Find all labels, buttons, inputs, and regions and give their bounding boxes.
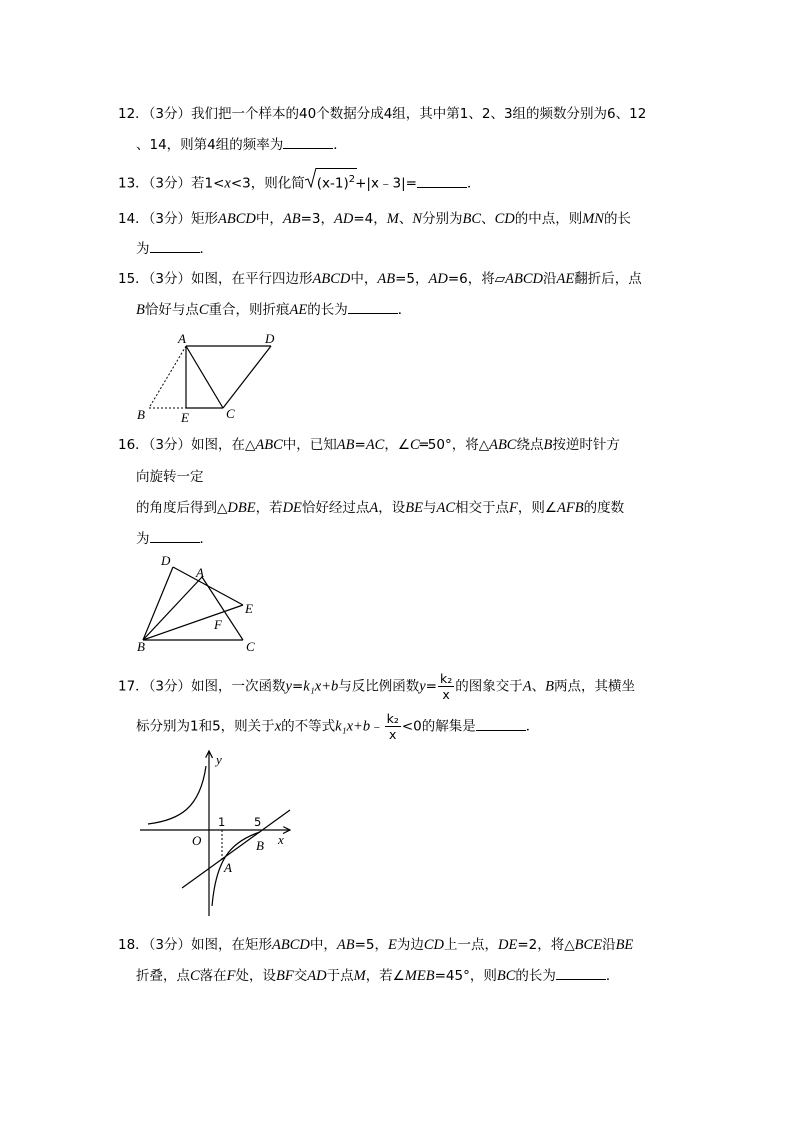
q15-t2: 中， [350, 271, 378, 287]
q15-ad: AD [428, 271, 448, 287]
q18-ab: AB [336, 937, 355, 953]
q16-afb: AFB [557, 500, 584, 516]
answer-blank [150, 240, 200, 253]
q16-line4 [136, 530, 213, 548]
q16-l3h: 的度数 [583, 500, 625, 516]
q16-period: ． [199, 531, 213, 547]
q15-t6: 翻折后，点 [574, 271, 642, 287]
q16-l3a: 的角度后得到△ [136, 500, 228, 516]
q17-period: ． [525, 718, 540, 735]
q17-x: x [274, 718, 282, 735]
q13-sqrt [305, 171, 355, 193]
hyperbola-branch-right [212, 832, 260, 906]
q15-ae: AE [556, 271, 575, 287]
q18-bf: BF [276, 968, 294, 984]
q14-bc: BC [462, 211, 482, 227]
q16-t4: ，∠ [384, 437, 410, 453]
label-c: C [246, 639, 255, 654]
q13-exp: 2 [348, 174, 356, 185]
label-b: B [256, 838, 264, 853]
q16-de: DE [282, 500, 302, 516]
q12-line1 [118, 105, 646, 123]
q14-cd: CD [494, 211, 515, 227]
frac-num-2: k₂ [386, 711, 399, 726]
q14-t5: 、 [398, 211, 413, 227]
q18-ad: AD [307, 968, 327, 984]
label-a: A [178, 331, 186, 346]
q12-text: 12．（3分）我们把一个样本的40个数据分成4组，其中第1、2、3组的频数分别为6、12 [118, 106, 647, 122]
q18-de: DE [498, 937, 518, 953]
q18-be: BE [615, 937, 634, 953]
q18-abcd: ABCD [272, 937, 310, 953]
q17-l2d: <0的解集是 [401, 718, 476, 735]
q16-ab: AB [336, 437, 355, 453]
q16-abc2: ABC [489, 437, 517, 453]
q14-line2 [136, 240, 213, 258]
q18-cd: CD [423, 937, 445, 953]
q16-line2 [136, 468, 204, 486]
answer-blank [556, 967, 606, 980]
q18-bc: BC [496, 968, 516, 984]
q15-t8: 重合，则折痕 [208, 302, 290, 318]
label-y: y [216, 752, 222, 767]
q14-m: M [386, 211, 399, 227]
q17-l2c: ﹣ [370, 718, 384, 735]
q16-line3 [136, 499, 624, 517]
answer-blank [348, 301, 398, 314]
label-e: E [245, 601, 253, 616]
q14-t9: 的长 [603, 211, 631, 227]
q17-line1 [118, 671, 635, 702]
label-b: B [137, 639, 145, 654]
q16-b: B [543, 437, 553, 453]
q16-abc: ABC [255, 437, 283, 453]
q16-l3d: ，设 [378, 500, 406, 516]
q17-figure [140, 748, 300, 918]
q18-t5: 上一点， [444, 937, 499, 953]
q16-l3b: ，若 [255, 500, 283, 516]
fraction-k2-over-x [385, 711, 401, 742]
q18-t3: =5， [354, 937, 389, 953]
segment-ac [202, 577, 243, 640]
q16-dbe: DBE [227, 500, 256, 516]
q18-period: ． [605, 968, 620, 984]
q17-l2b: 的不等式 [281, 718, 336, 735]
q16-f: F [509, 500, 518, 516]
q17-y1: y [285, 678, 292, 695]
q18-f: F [226, 968, 236, 984]
q16-a: A [369, 500, 379, 516]
q12-period: ． [333, 137, 347, 153]
q17-k1x2: k₁x+b [335, 718, 371, 735]
segment-ac [186, 346, 223, 408]
q14-t1: 14．（3分）矩形 [118, 211, 219, 227]
q17-t1: 17．（3分）如图，一次函数 [118, 678, 286, 695]
label-e: E [181, 410, 189, 425]
q16-figure [130, 553, 270, 655]
q13-radicand: (x-1) [316, 175, 349, 192]
frac-num: k₂ [439, 671, 453, 686]
q16-ac: AC [365, 437, 385, 453]
q18-bce: BCE [574, 937, 603, 953]
q16-t2: 中，已知 [282, 437, 337, 453]
q17-t6: 、 [531, 678, 546, 695]
label-five: 5 [254, 815, 262, 829]
q15-line1 [118, 270, 642, 288]
q18-l2h: 的长为 [515, 968, 556, 984]
q16-line1 [118, 436, 620, 454]
q14-ad: AD [334, 211, 354, 227]
q18-l2d: 交 [293, 968, 308, 984]
q18-l2c: 处，设 [235, 968, 277, 984]
q13-var: x [224, 175, 231, 192]
q18-t7: 沿 [602, 937, 616, 953]
q15-ae2: AE [289, 302, 308, 318]
frac-den: x [442, 687, 450, 702]
hyperbola-branch-left [148, 766, 206, 824]
q18-c: C [190, 968, 200, 984]
linear-function-line [182, 810, 290, 888]
radical-sign-icon [305, 168, 317, 188]
segment-be [143, 605, 243, 640]
q14-n: N [412, 211, 423, 227]
q16-t5: ═50°，将△ [419, 437, 490, 453]
label-b: B [137, 407, 145, 422]
label-d: D [161, 553, 171, 568]
q13-line1 [118, 171, 480, 193]
q15-line2 [136, 301, 411, 319]
q18-l2e: 于点 [326, 968, 354, 984]
q14-mn: MN [582, 211, 604, 227]
q13-prefix: 13．（3分）若1< [118, 175, 225, 192]
label-one: 1 [218, 815, 226, 829]
q16-l3e: 与 [423, 500, 437, 516]
q18-l2g: =45°，则 [434, 968, 497, 984]
q17-k1x: k₁x+b [303, 678, 339, 695]
q18-t1: 18．（3分）如图，在矩形 [118, 937, 273, 953]
q14-t7: 、 [481, 211, 495, 227]
answer-blank [150, 530, 200, 543]
q17-t3: 与反比例函数 [338, 678, 420, 695]
q18-meb: MEB [404, 968, 435, 984]
answer-blank [476, 718, 526, 731]
frac-den-2: x [389, 727, 397, 742]
q18-t2: 中， [309, 937, 337, 953]
q18-t4: 为边 [396, 937, 424, 953]
label-d: D [265, 331, 275, 346]
segment-dc [223, 346, 271, 408]
q16-be: BE [405, 500, 423, 516]
q18-line2 [136, 967, 619, 985]
q16-t7: 按逆时针方 [552, 437, 620, 453]
q13-suffix: +|x﹣3|= [355, 175, 417, 192]
q16-ac2: AC [436, 500, 456, 516]
q15-period: ． [397, 302, 412, 318]
q15-t5: 沿 [543, 271, 557, 287]
q15-c: C [198, 302, 209, 318]
q16-l4: 为 [136, 531, 150, 547]
q16-l3c: 恰好经过点 [301, 500, 370, 516]
q18-l2b: 落在 [199, 968, 227, 984]
q16-l2: 向旋转一定 [136, 469, 204, 485]
q15-t9: 的长为 [307, 302, 348, 318]
q16-t1: 16．（3分）如图，在△ [118, 437, 256, 453]
label-x: x [278, 832, 284, 847]
q14-t6: 分别为 [422, 211, 463, 227]
q18-l2a: 折叠，点 [136, 968, 190, 984]
q15-abcd: ABCD [312, 271, 351, 287]
segment-bd [143, 567, 173, 640]
q15-t1: 15．（3分）如图，在平行四边形 [118, 271, 313, 287]
q15-t3: =5， [395, 271, 429, 287]
q17-t2: = [291, 678, 304, 695]
q15-b: B [136, 302, 145, 318]
q15-ab: AB [377, 271, 396, 287]
q17-t5: 的图象交于 [455, 678, 523, 695]
q16-t6: 绕点 [516, 437, 544, 453]
q17-line2 [136, 711, 539, 742]
q18-m: M [353, 968, 366, 984]
q18-l2f: ，若∠ [365, 968, 405, 984]
answer-blank [417, 175, 467, 188]
q15-figure [130, 328, 290, 426]
q16-t3: = [354, 437, 366, 453]
q18-line1 [118, 936, 633, 954]
label-c: C [226, 406, 235, 421]
answer-blank [283, 136, 333, 149]
q17-y2: y [419, 678, 426, 695]
q14-abcd: ABCD [218, 211, 256, 227]
q14-ab: AB [282, 211, 301, 227]
q16-c: C [409, 437, 420, 453]
label-origin: O [192, 833, 202, 848]
dashed-ab [149, 346, 186, 408]
q18-t6: =2，将△ [517, 937, 575, 953]
q18-e: E [388, 937, 397, 953]
q17-t4: = [425, 678, 437, 695]
q12-text-2: 、14，则第4组的频率为 [136, 137, 284, 153]
q14-t8: 的中点，则 [514, 211, 583, 227]
q14-period: ． [199, 241, 213, 257]
q16-l3f: 相交于点 [455, 500, 510, 516]
q13-period: ． [466, 175, 481, 192]
q14-t2: 中， [255, 211, 283, 227]
q16-l3g: ，则∠ [517, 500, 557, 516]
label-a: A [224, 860, 232, 875]
q15-abcd2: ABCD [505, 271, 544, 287]
q15-t7: 恰好与点 [144, 302, 199, 318]
q17-t7: 两点，其横坐 [553, 678, 635, 695]
q13-mid: <3，则化简 [230, 175, 305, 192]
q17-a: A [522, 678, 532, 695]
label-a: A [196, 565, 204, 580]
q14-t4: =4， [353, 211, 387, 227]
q14-l2: 为 [136, 241, 150, 257]
segment-ba [143, 577, 202, 640]
fraction-k2-over-x [438, 671, 454, 702]
label-f: F [214, 617, 222, 632]
q14-t3: =3， [300, 211, 335, 227]
q17-b: B [545, 678, 554, 695]
q15-t4: =6，将▱ [447, 271, 506, 287]
q14-line1 [118, 210, 631, 228]
q12-line2 [136, 136, 347, 154]
q17-l2a: 标分别为1和5，则关于 [136, 718, 275, 735]
